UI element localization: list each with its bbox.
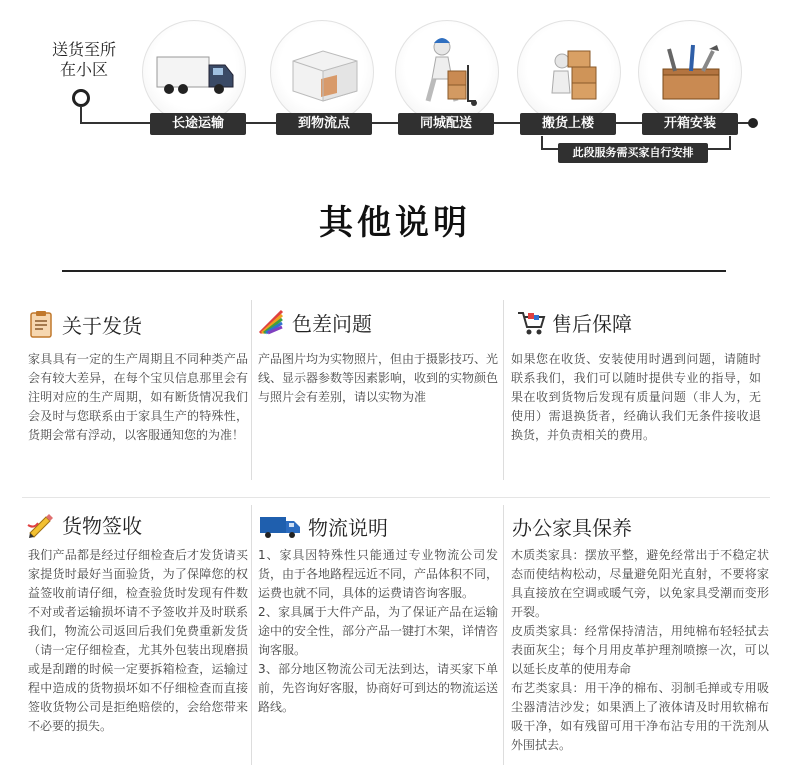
logistics-para: 2、家具属于大件产品，为了保证产品在运输途中的安全性，部分产品一键打木架，详情咨询客服。 (258, 605, 499, 657)
column-divider (503, 300, 504, 480)
section-title: 其他说明 (319, 203, 471, 243)
boxes-icon (518, 21, 621, 124)
card-title-care (512, 510, 632, 542)
step-label-city-delivery: 同城配送 (398, 113, 494, 135)
delivery-worker-icon (396, 21, 499, 124)
origin-dot (72, 89, 90, 107)
shopping-cart-icon (516, 307, 546, 337)
column-divider (251, 505, 252, 765)
card-title-receipt (26, 508, 142, 540)
delivery-flow (0, 0, 790, 180)
care-para: 皮质类家具：经常保持清洁，用纯棉布轻轻拭去表面灰尘；每个月用皮革护理剂喷擦一次，可以以延长皮革的使用寿命 (511, 624, 769, 676)
logistics-para: 1、家具因特殊性只能通过专业物流公司发货，由于各地路程远近不同，产品体积不同，运费也就不同，具体的运费请咨询客服。 (258, 548, 499, 600)
origin-line-1: 送货至所 (51, 40, 116, 59)
color-palette-icon (256, 307, 286, 337)
card-title-shipping (26, 308, 142, 340)
origin-line-2: 在小区 (59, 60, 108, 79)
card-title-text: 关于发货 (62, 313, 142, 338)
card-title-text: 物流说明 (308, 515, 388, 540)
toolbox-icon (639, 21, 742, 124)
step-carry-upstairs (517, 20, 621, 124)
card-title-text: 办公家具保养 (512, 515, 632, 540)
card-title-logistics (258, 510, 388, 542)
column-divider (251, 300, 252, 480)
card-body-care (511, 546, 769, 755)
card-body-logistics (258, 546, 498, 717)
self-arrange-note: 此段服务需买家自行安排 (558, 143, 708, 163)
card-body-shipping: 家具具有一定的生产周期且不同种类产品会有较大差异，在每个宝贝信息那里会有注明对应的生产周期，如有断货情况我们会及时与您联系由于家具生产的特殊性，货期会常有浮动，以客服通知您的为准！ (28, 352, 248, 442)
step-city-delivery (395, 20, 499, 124)
step-label-long-haul: 长途运输 (150, 113, 246, 135)
step-long-haul (142, 20, 246, 124)
step-label-unbox-install: 开箱安装 (642, 113, 738, 135)
card-title-color (256, 306, 372, 338)
flow-end-dot (748, 118, 758, 128)
card-title-text: 售后保障 (552, 311, 632, 336)
care-para: 木质类家具：摆放平整，避免经常出于不稳定状态而使结构松动，尽量避免阳光直射，不要将家具直接放在空调或暖气旁，以免家具受潮而变形开裂。 (511, 548, 769, 619)
care-para: 布艺类家具：用干净的棉布、羽制毛掸或专用吸尘器清洁沙发；如果洒上了液体请及时用软棉布吸干净，如有残留可用干净布沾专用的干洗剂从外围拭去。 (511, 681, 769, 752)
logistics-para: 3、部分地区物流公司无法到达，请买家下单前，先咨询好客服，协商好可到达的物流运送路线。 (258, 662, 499, 714)
card-title-after-sales (516, 306, 632, 338)
section-divider (62, 270, 726, 272)
clipboard-icon (26, 309, 56, 339)
card-body-after-sales: 如果您在收货、安装使用时遇到问题，请随时联系我们，我们可以随时提供专业的指导，如果在收到货物后发现有质量问题（非人为，无使用）需退换货者，经确认我们无条件接收退换货，并负责相关的费用。 (511, 352, 761, 442)
card-title-text: 货物签收 (62, 513, 142, 538)
step-logistics-point (270, 20, 374, 124)
card-body-receipt: 我们产品都是经过仔细检查后才发货请买家提货时最好当面验货，为了保障您的权益签收前请仔细，检查验货时发现有件数不对或者运输损坏请不予签收并及时联系我们，物流公司返回后我们免费重新发货（请一定仔细检查，尤其外包装出现磨损或是刮蹭的时候一定要拆箱检查，运输过程中造成的货物损坏如不仔细检查而直接签收货物公司是拒绝赔偿的，会给您带来不必要的损失。 (28, 548, 248, 733)
row-divider (22, 497, 770, 498)
card-body-color: 产品图片均为实物照片，但由于摄影技巧、光线、显示器参数等因素影响，收到的实物颜色与照片会有差别，请以实物为准 (258, 352, 499, 404)
card-title-text: 色差问题 (292, 311, 372, 336)
step-unbox-install (638, 20, 742, 124)
origin-label (44, 40, 124, 80)
step-label-carry-upstairs: 搬货上楼 (520, 113, 616, 135)
column-divider (503, 505, 504, 765)
warehouse-icon (271, 21, 374, 124)
truck-icon (258, 511, 302, 541)
truck-icon (143, 21, 246, 124)
step-label-logistics-point: 到物流点 (276, 113, 372, 135)
pencil-icon (26, 509, 56, 539)
